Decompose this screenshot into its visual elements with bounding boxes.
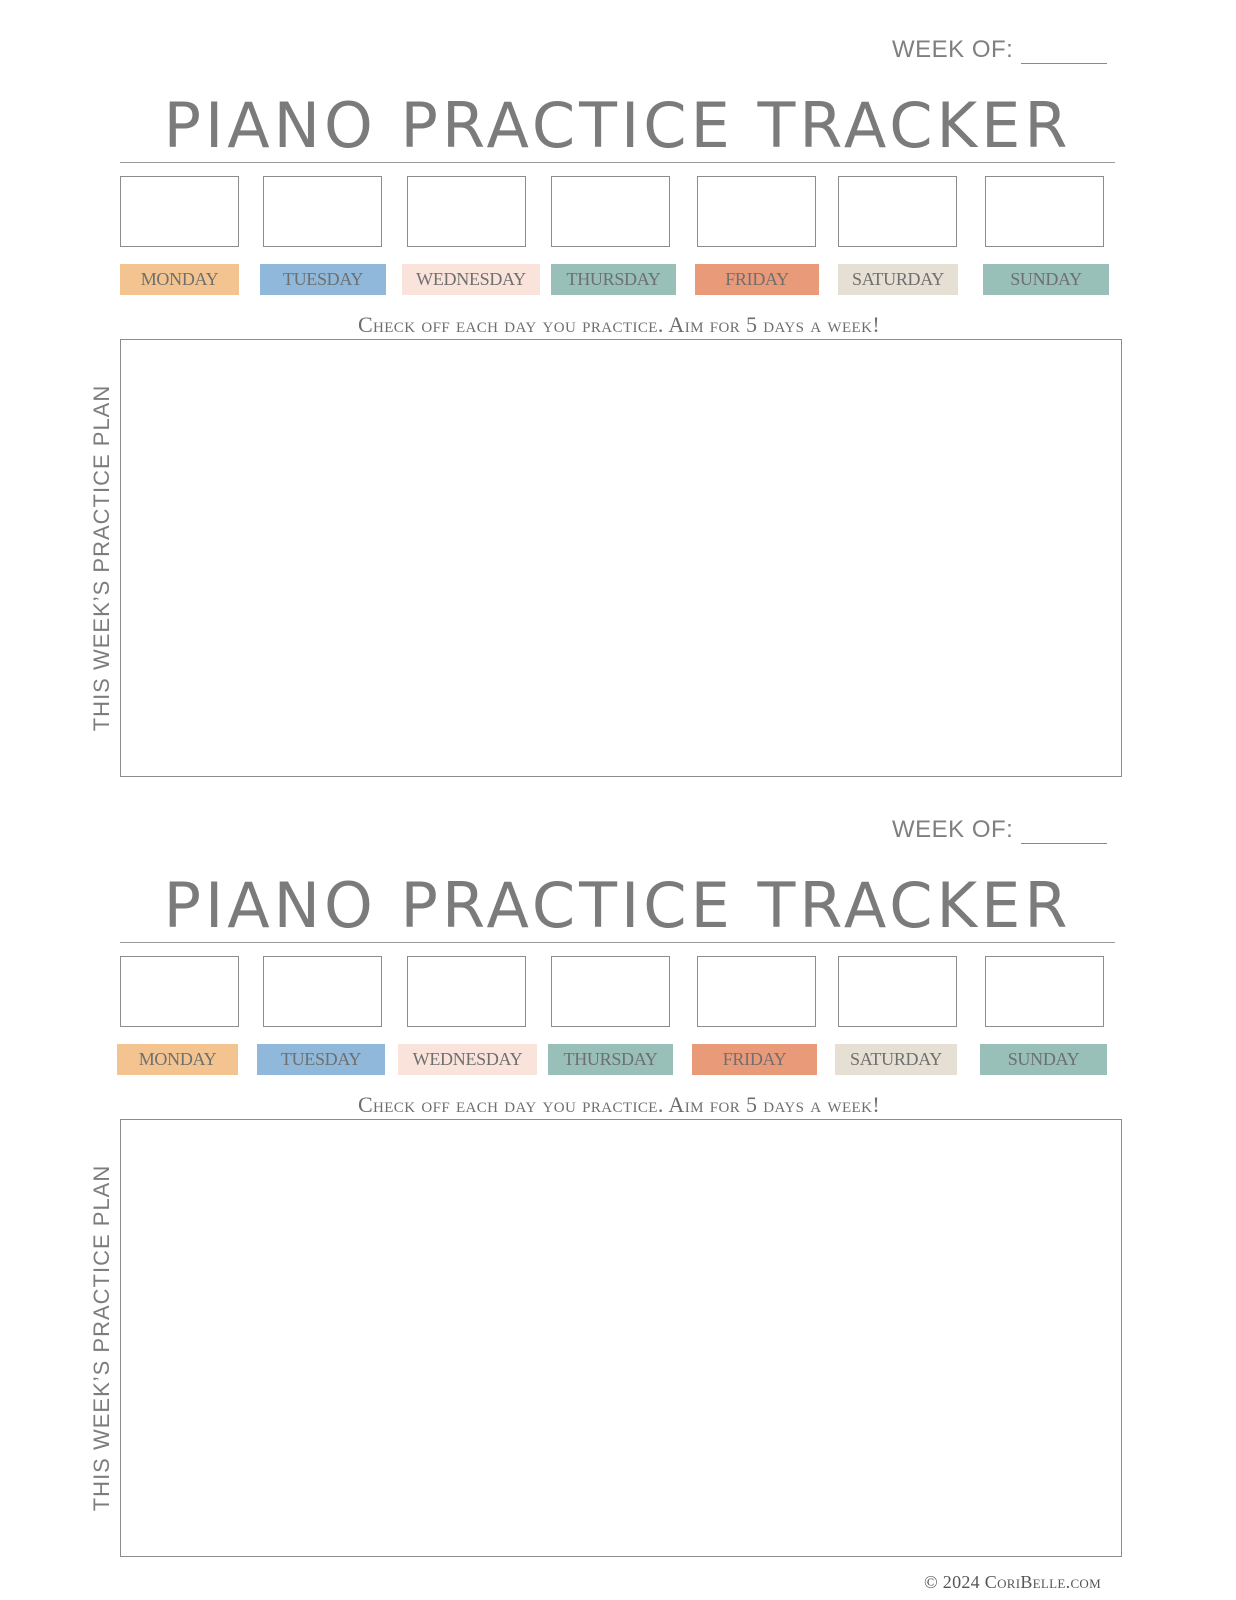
day-label-tuesday: TUESDAY: [257, 1044, 385, 1075]
day-label-wednesday: WEDNESDAY: [402, 264, 540, 295]
thursday-checkbox[interactable]: [551, 956, 670, 1027]
week-of-field[interactable]: [892, 816, 1107, 844]
day-label-thursday: THURSDAY: [551, 264, 676, 295]
week-of-blank-line[interactable]: [1021, 823, 1107, 844]
wednesday-checkbox[interactable]: [407, 956, 526, 1027]
monday-checkbox[interactable]: [120, 176, 239, 247]
practice-plan-box[interactable]: [120, 339, 1122, 777]
practice-instruction: Check off each day you practice. Aim for 5 days a week!: [357, 1092, 881, 1117]
thursday-checkbox[interactable]: [551, 176, 670, 247]
day-label-thursday: THURSDAY: [548, 1044, 673, 1075]
title-divider: [120, 162, 1115, 163]
day-label-friday: FRIDAY: [692, 1044, 817, 1075]
title-divider: [120, 942, 1115, 943]
day-label-saturday: SATURDAY: [835, 1044, 957, 1075]
practice-tracker-2: [0, 780, 1236, 1560]
day-label-sunday: SUNDAY: [983, 264, 1109, 295]
wednesday-checkbox[interactable]: [407, 176, 526, 247]
practice-plan-box[interactable]: [120, 1119, 1122, 1557]
practice-plan-label: THIS WEEK’S PRACTICE PLAN: [89, 384, 114, 732]
friday-checkbox[interactable]: [697, 176, 816, 247]
copyright-notice: © 2024 CoriBelle.com: [924, 1572, 1101, 1592]
friday-checkbox[interactable]: [697, 956, 816, 1027]
tuesday-checkbox[interactable]: [263, 956, 382, 1027]
week-of-label: WEEK OF:: [892, 816, 1014, 843]
week-of-label: WEEK OF:: [892, 36, 1014, 63]
week-of-blank-line[interactable]: [1021, 43, 1107, 64]
practice-plan-label: THIS WEEK’S PRACTICE PLAN: [89, 1164, 114, 1512]
saturday-checkbox[interactable]: [838, 956, 957, 1027]
tuesday-checkbox[interactable]: [263, 176, 382, 247]
week-of-field[interactable]: [892, 36, 1107, 64]
practice-tracker-1: [0, 0, 1236, 780]
day-label-sunday: SUNDAY: [980, 1044, 1107, 1075]
day-label-monday: MONDAY: [120, 264, 239, 295]
sunday-checkbox[interactable]: [985, 176, 1104, 247]
page-title: PIANO PRACTICE TRACKER: [163, 89, 1072, 162]
saturday-checkbox[interactable]: [838, 176, 957, 247]
day-label-wednesday: WEDNESDAY: [398, 1044, 537, 1075]
day-label-saturday: SATURDAY: [838, 264, 958, 295]
sunday-checkbox[interactable]: [985, 956, 1104, 1027]
page-title: PIANO PRACTICE TRACKER: [163, 869, 1072, 942]
monday-checkbox[interactable]: [120, 956, 239, 1027]
day-label-friday: FRIDAY: [695, 264, 819, 295]
day-label-tuesday: TUESDAY: [260, 264, 386, 295]
practice-instruction: Check off each day you practice. Aim for 5 days a week!: [357, 312, 881, 337]
day-label-monday: MONDAY: [117, 1044, 238, 1075]
